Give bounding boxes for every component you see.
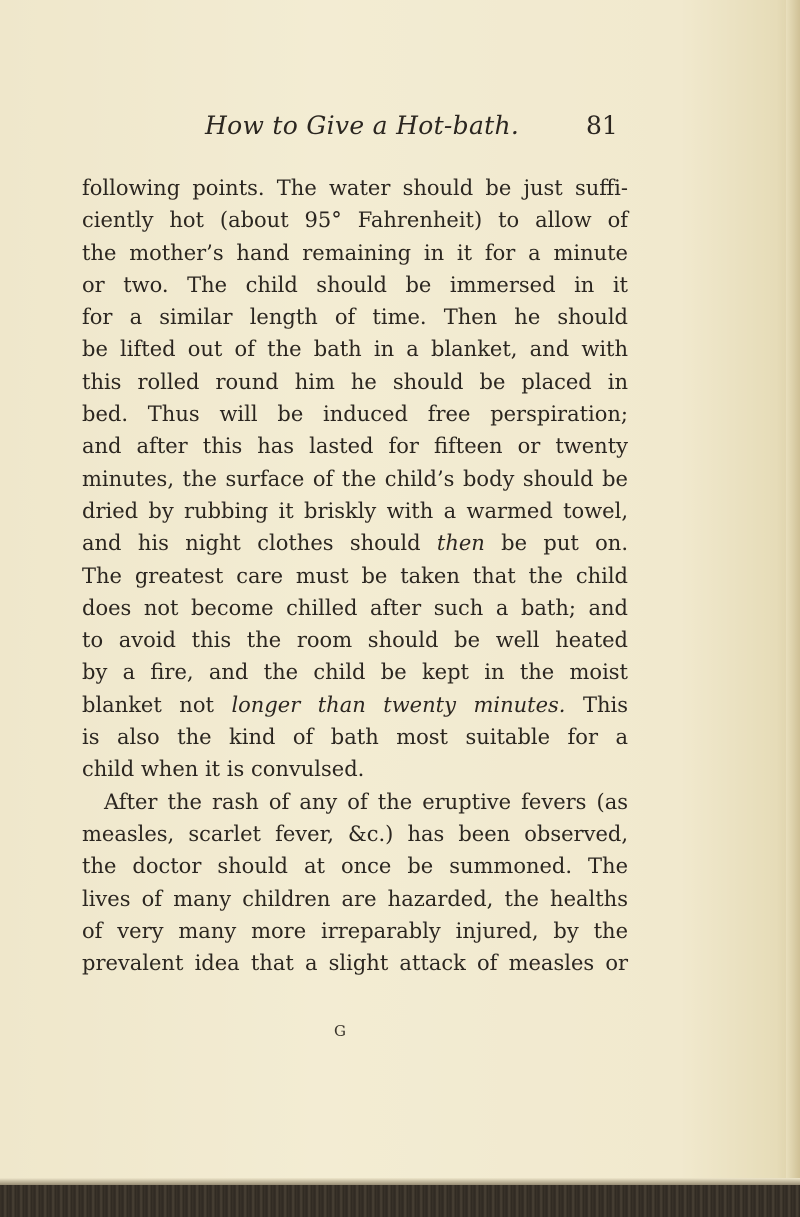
text-line: this rolled round him he should be placed in: [82, 369, 628, 394]
page-header: [0, 95, 800, 140]
page-edge: [786, 0, 800, 1217]
text-line: minutes, the surface of the child’s body should be: [82, 466, 628, 491]
text-line: does not become chilled after such a bath; and: [82, 595, 628, 620]
italic-text: longer than twenty minutes.: [231, 692, 566, 717]
text-segment: be put on.: [484, 531, 628, 556]
text-line: to avoid this the room should be well heated: [82, 628, 628, 653]
text-line: measles, scarlet fever, &c.) has been observed,: [82, 821, 628, 846]
text-line: following points. The water should be just suffi-: [82, 176, 628, 200]
text-line: [82, 689, 628, 721]
text-line: After the rash of any of the eruptive fevers (as: [104, 789, 628, 814]
italic-text: then: [436, 531, 485, 556]
text-line: The greatest care must be taken that the child: [82, 563, 628, 588]
text-line: be lifted out of the bath in a blanket, and with: [82, 337, 628, 362]
text-line: of very many more irreparably injured, by the: [82, 918, 628, 943]
text-line: ciently hot (about 95° Fahrenheit) to allow of: [82, 208, 628, 233]
text-line: the mother’s hand remaining in it for a minute: [82, 240, 628, 265]
text-line: by a fire, and the child be kept in the moist: [82, 660, 628, 685]
text-line: prevalent idea that a slight attack of measles or: [82, 951, 628, 976]
text-line: child when it is convulsed.: [82, 757, 365, 782]
text-segment: blanket not: [82, 692, 232, 717]
book-binding-edge: [0, 1185, 800, 1217]
text-line: [82, 527, 628, 559]
page-number: 81: [586, 111, 618, 140]
text-line: or two. The child should be immersed in it: [82, 272, 628, 297]
text-line: the doctor should at once be summoned. The: [82, 854, 628, 879]
text-line: is also the kind of bath most suitable for a: [82, 725, 628, 750]
running-head: How to Give a Hot-bath.: [205, 111, 520, 140]
text-line: bed. Thus will be induced free perspiration;: [82, 402, 628, 427]
text-line: for a similar length of time. Then he should: [82, 305, 628, 330]
text-line: and after this has lasted for fifteen or twenty: [82, 434, 628, 459]
text-line: lives of many children are hazarded, the healths: [82, 886, 628, 911]
signature-mark: G: [334, 1022, 346, 1040]
text-line: dried by rubbing it briskly with a warmed towel,: [82, 498, 628, 523]
text-segment: This: [565, 692, 628, 717]
body-text: [82, 172, 628, 979]
text-segment: and his night clothes should: [82, 531, 437, 556]
